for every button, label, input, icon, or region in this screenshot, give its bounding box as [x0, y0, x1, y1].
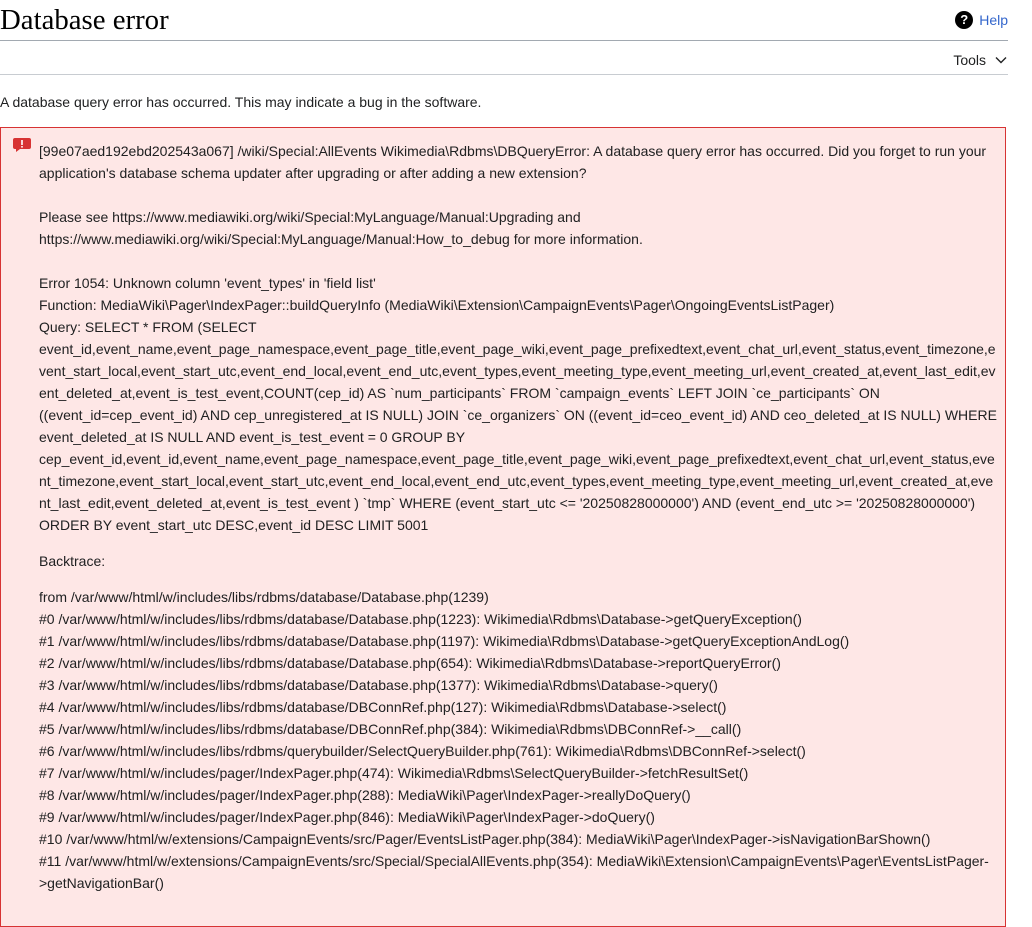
- backtrace-frame: #6 /var/www/html/w/includes/libs/rdbms/querybuilder/SelectQueryBuilder.php(761): Wikimedia\Rdbms\DBConnRef->select(): [39, 743, 806, 759]
- backtrace-frame: #2 /var/www/html/w/includes/libs/rdbms/database/Database.php(654): Wikimedia\Rdbms\Database->reportQueryError(): [39, 655, 781, 671]
- backtrace-frame: #4 /var/www/html/w/includes/libs/rdbms/database/DBConnRef.php(127): Wikimedia\Rdbms\Database->select(): [39, 699, 727, 715]
- backtrace-frame: from /var/www/html/w/includes/libs/rdbms/database/Database.php(1239): [39, 589, 489, 605]
- backtrace-frame: #7 /var/www/html/w/includes/pager/IndexPager.php(474): Wikimedia\Rdbms\SelectQueryBuilder->fetchResultSet(): [39, 765, 749, 781]
- error-see-more: Please see https://www.mediawiki.org/wiki/Special:MyLanguage/Manual:Upgrading and https://www.mediawiki.org/wiki/Special:MyLanguage/Manual:How_to_debug for more information.: [39, 209, 643, 247]
- backtrace-frame: #5 /var/www/html/w/includes/libs/rdbms/database/DBConnRef.php(384): Wikimedia\Rdbms\DBConnRef->__call(): [39, 721, 742, 737]
- backtrace-frame: #1 /var/www/html/w/includes/libs/rdbms/database/Database.php(1197): Wikimedia\Rdbms\Database->getQueryExceptionAndLog(): [39, 633, 850, 649]
- help-link[interactable]: [955, 11, 1008, 29]
- backtrace-frame: #10 /var/www/html/w/extensions/CampaignEvents/src/Pager/EventsListPager.php(384): MediaWiki\Pager\IndexPager->isNavigationBarShown(): [39, 831, 931, 847]
- tools-menu-button[interactable]: [953, 52, 1008, 68]
- error-code-line: Error 1054: Unknown column 'event_types' in 'field list': [39, 275, 376, 291]
- tools-label[interactable]: Tools: [953, 52, 986, 68]
- error-message-box: [0, 127, 1006, 927]
- error-query-line: Query: SELECT * FROM (SELECT event_id,event_name,event_page_namespace,event_page_title,event_page_wiki,event_page_prefixedtext,event_chat_url,event_status,event_timezone,event_start_local,event_start_utc,event_end_local,event_end_utc,event_types,event_meeting_type,event_meeting_url,event_created_at,event_last_edit,event_deleted_at,event_is_test_event,COUNT(cep_id) AS `num_participants` FROM `campaign_events` LEFT JOIN `ce_participants` ON ((event_id=cep_event_id) AND cep_unregistered_at IS NULL) JOIN `ce_organizers` ON ((event_id=ceo_event_id) AND ceo_deleted_at IS NULL) WHERE event_deleted_at IS NULL AND event_is_test_event = 0 GROUP BY cep_event_id,event_id,event_name,event_page_namespace,event_page_title,event_page_wiki,event_page_prefixedtext,event_chat_url,event_status,event_timezone,event_start_local,event_start_utc,event_end_local,event_end_utc,event_types,event_meeting_type,event_meeting_url,event_created_at,event_last_edit,event_deleted_at,event_is_test_event ) `tmp` WHERE (event_start_utc <= '20250828000000') AND (event_end_utc >= '20250828000000') ORDER BY event_start_utc DESC,event_id DESC LIMIT 5001: [39, 319, 997, 533]
- error-function-line: Function: MediaWiki\Pager\IndexPager::buildQueryInfo (MediaWiki\Extension\CampaignEvents\Pager\OngoingEventsListPager): [39, 297, 835, 313]
- backtrace-label: Backtrace:: [39, 553, 106, 569]
- backtrace-frame: #8 /var/www/html/w/includes/pager/IndexPager.php(288): MediaWiki\Pager\IndexPager->reallyDoQuery(): [39, 787, 691, 803]
- error-summary: [99e07aed192ebd202543a067] /wiki/Special:AllEvents Wikimedia\Rdbms\DBQueryError: A database query error has occurred. Did you forget to run your application's database schema updater after upgrading or after adding a new extension?: [39, 143, 987, 181]
- backtrace-frame: #9 /var/www/html/w/includes/pager/IndexPager.php(846): MediaWiki\Pager\IndexPager->doQuery(): [39, 809, 655, 825]
- error-icon: [13, 138, 31, 152]
- help-label[interactable]: Help: [979, 12, 1008, 28]
- page-title: Database error: [0, 4, 169, 36]
- backtrace-frame: #0 /var/www/html/w/includes/libs/rdbms/database/Database.php(1223): Wikimedia\Rdbms\Database->getQueryException(): [39, 611, 802, 627]
- intro-text: A database query error has occurred. This may indicate a bug in the software.: [0, 94, 482, 110]
- help-icon: ?: [955, 11, 973, 29]
- backtrace-frame: #11 /var/www/html/w/extensions/CampaignEvents/src/Special/SpecialAllEvents.php(354): MediaWiki\Extension\CampaignEvents\Pager\EventsListPager->getNavigationBar(): [39, 853, 989, 891]
- page-header: [0, 0, 1008, 41]
- backtrace-list: [39, 586, 997, 894]
- chevron-down-icon[interactable]: [994, 53, 1008, 67]
- backtrace-frame: #3 /var/www/html/w/includes/libs/rdbms/database/Database.php(1377): Wikimedia\Rdbms\Database->query(): [39, 677, 718, 693]
- page-toolbar: [0, 41, 1008, 75]
- error-content: [39, 140, 997, 894]
